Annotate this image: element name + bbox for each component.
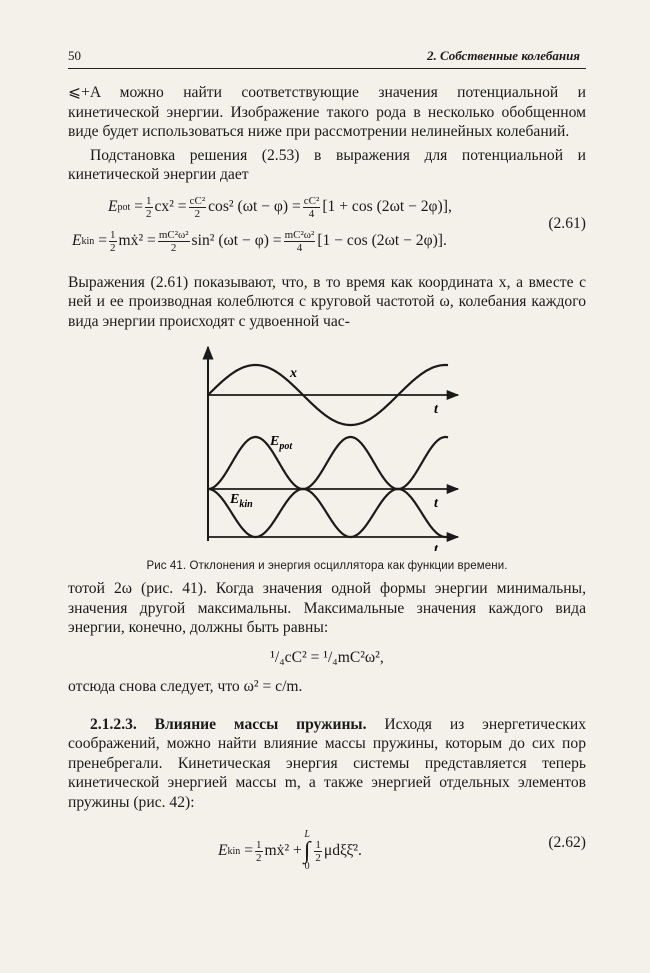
- epot-curve: [208, 437, 448, 489]
- equation-number-2-62: (2.62): [548, 834, 586, 851]
- page-number: 50: [68, 48, 81, 63]
- paragraph-6: 2.1.2.3. Влияние массы пружины. Исходя из энергетических соображений, можно найти влияние массы пружины, которым до сих пор пренебрегали. Кинетическая энергия системы представляется теперь кинетической энергией массы m, а также энергией отдельных элементов пружины (рис. 42):: [68, 715, 586, 811]
- figure-caption: Рис 41. Отклонения и энергия осциллятора как функции времени.: [146, 560, 508, 572]
- equation-2-61-line-2: E kin = $\frac{1}{2}$ mẋ² = $\frac{\text{mC²ω²}}{2}$ sin² (ωt − φ) = $\frac{\text{mC²ω²}}{4}$ [1 − cos (2ωt − 2φ)].: [72, 228, 447, 254]
- equation-2-62-body: E kin = $\frac{1}{2}$ mẋ² + L ∫ 0 $\frac{1}{2}$ μdξξ̇².: [218, 829, 362, 872]
- figure-41: [68, 341, 586, 572]
- label-t-3: t: [434, 542, 438, 551]
- equation-number-2-61: (2.61): [548, 214, 586, 232]
- page: [68, 48, 586, 878]
- chapter-title: 2. Собственные колебания: [426, 48, 580, 63]
- equation-2-62: [68, 822, 586, 878]
- integral-sign: L ∫ 0: [303, 829, 311, 872]
- equation-energy-equal: ¹/₄cC² = ¹/₄mC²ω²,: [270, 648, 384, 666]
- page-header: [68, 48, 586, 69]
- paragraph-3: Выражения (2.61) показывают, что, в то время как координата x, а вместе с ней и ее производная колеблются с круговой частотой ω, колебания каждого вида энергии происходят с удвоенной час-: [68, 273, 586, 330]
- section-heading: 2.1.2.3. Влияние массы пружины.: [90, 715, 367, 733]
- oscillator-plot: [68, 341, 586, 551]
- paragraph-1: ⩽+A можно найти соответствующие значения потенциальной и кинетической энергии. Изображение такого рода в несколько обобщенном виде будет использоваться ниже при рассмотрении нелинейных колебаний.: [68, 84, 586, 140]
- paragraph-2: Подстановка решения (2.53) в выражения для потенциальной и кинетической энергии дает: [68, 146, 586, 183]
- equation-2-61: [68, 191, 586, 261]
- paragraph-4: тотой 2ω (рис. 41). Когда значения одной формы энергии минимальны, значения другой максимальны. Максимальные значения каждого вида энергии, конечно, должны быть равны:: [68, 580, 586, 636]
- label-t-2: t: [434, 496, 438, 511]
- equation-2-61-line-1: E pot = $\frac{1}{2}$ cx² = $\frac{\text{cC²}}{2}$ cos² (ωt − φ) = $\frac{\text{cC²}}{4}$ [1 + cos (2ωt − 2φ)],: [108, 194, 452, 220]
- label-epot: $E_{pot}$: [270, 434, 293, 452]
- paragraph-5: отсюда снова следует, что ω² = c/m.: [68, 678, 303, 695]
- ekin-curve: [208, 489, 448, 537]
- label-x: x: [290, 366, 297, 381]
- label-ekin: $E_{kin}$: [230, 492, 253, 510]
- label-t-1: t: [434, 402, 438, 417]
